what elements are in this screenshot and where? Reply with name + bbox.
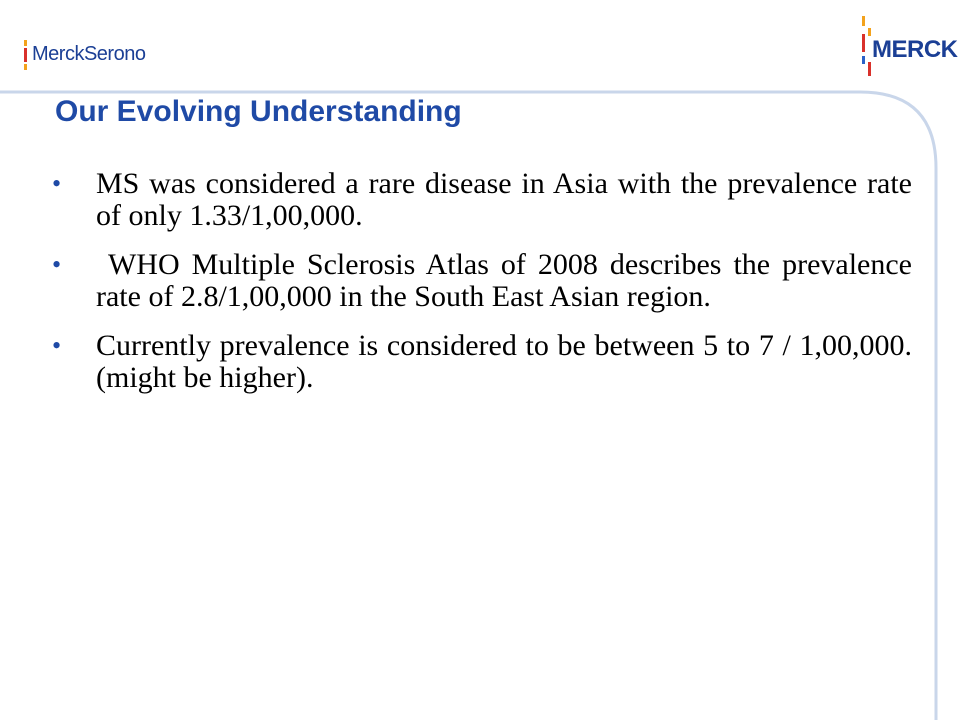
logo-accent-bar bbox=[868, 28, 871, 36]
logo-accent-marks bbox=[22, 36, 30, 72]
logo-accent-bar bbox=[862, 16, 865, 26]
logo-accent-bar bbox=[868, 62, 871, 76]
merck-serono-logo bbox=[22, 36, 145, 72]
bullet-text: Currently prevalence is considered to be between 5 to 7 / 1,00,000. (might be higher). bbox=[96, 329, 912, 394]
bullet-text: WHO Multiple Sclerosis Atlas of 2008 describes the prevalence rate of 2.8/1,00,000 in the South East Asian region. bbox=[96, 248, 920, 313]
bullet-marker: • bbox=[52, 331, 62, 360]
bullet-item bbox=[52, 248, 920, 313]
bullet-text: MS was considered a rare disease in Asia with the prevalence rate of only 1.33/1,00,000. bbox=[96, 167, 912, 232]
slide-title: Our Evolving Understanding bbox=[55, 95, 462, 128]
bullet-marker: • bbox=[52, 250, 62, 279]
bullet-list bbox=[52, 167, 920, 411]
logo-accent-bar bbox=[862, 34, 865, 52]
bullet-item bbox=[52, 330, 912, 394]
merck-logo bbox=[858, 16, 958, 80]
merck-wordmark: MERCK bbox=[872, 36, 958, 63]
bullet-item bbox=[52, 168, 912, 232]
logo-accent-bar bbox=[862, 56, 865, 64]
bullet-marker: • bbox=[52, 169, 62, 198]
merck-serono-wordmark: MerckSerono bbox=[32, 43, 146, 65]
